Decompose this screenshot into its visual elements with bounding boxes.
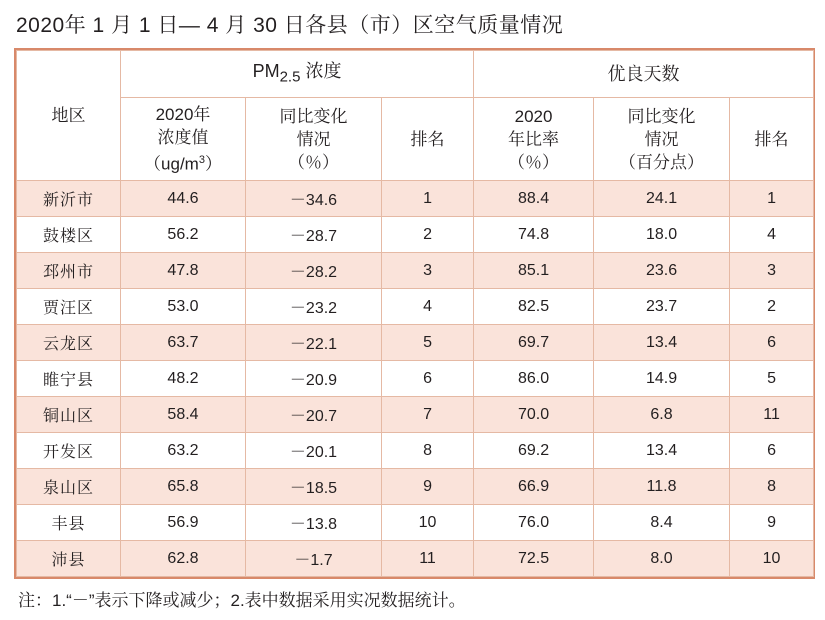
table-row xyxy=(17,325,814,361)
cell-region: 睢宁县 xyxy=(17,361,121,397)
cell-pm25-rank: 10 xyxy=(382,505,474,541)
table-header xyxy=(17,51,814,181)
cell-pm25-change: －20.9 xyxy=(246,361,382,397)
table-row xyxy=(17,289,814,325)
cell-pm25-change: －28.7 xyxy=(246,217,382,253)
table-row xyxy=(17,469,814,505)
cell-pm25-rank: 6 xyxy=(382,361,474,397)
cell-region: 贾汪区 xyxy=(17,289,121,325)
cell-goodday-rank: 5 xyxy=(730,361,814,397)
column-header-region: 地区 xyxy=(17,51,121,181)
subheader-line-2: 浓度值 xyxy=(157,127,209,147)
table-row xyxy=(17,361,814,397)
column-header-pm25-change xyxy=(246,98,382,181)
cell-pm25-rank: 8 xyxy=(382,433,474,469)
cell-pm25-change: －34.6 xyxy=(246,181,382,217)
table-row xyxy=(17,433,814,469)
cell-goodday-rank: 6 xyxy=(730,433,814,469)
subheader-line-3: （％） xyxy=(288,152,339,172)
cell-region: 邳州市 xyxy=(17,253,121,289)
column-header-goodday-rank: 排名 xyxy=(730,98,814,181)
cell-goodday-change: 13.4 xyxy=(594,433,730,469)
cell-goodday-rate: 69.2 xyxy=(474,433,594,469)
cell-goodday-change: 18.0 xyxy=(594,217,730,253)
cell-goodday-rate: 88.4 xyxy=(474,181,594,217)
table-body xyxy=(17,181,814,577)
cell-pm25-rank: 4 xyxy=(382,289,474,325)
cell-goodday-rank: 6 xyxy=(730,325,814,361)
cell-pm25-change: －18.5 xyxy=(246,469,382,505)
header-row-groups xyxy=(17,51,814,98)
subheader-line-1: 同比变化 xyxy=(627,106,696,126)
table-footnote: 注：1.“－”表示下降或减少；2.表中数据采用实况数据统计。 xyxy=(18,591,466,610)
cell-goodday-rate: 66.9 xyxy=(474,469,594,505)
cell-goodday-change: 6.8 xyxy=(594,397,730,433)
table-row xyxy=(17,397,814,433)
cell-goodday-change: 24.1 xyxy=(594,181,730,217)
cell-pm25-value: 63.7 xyxy=(121,325,246,361)
table-row xyxy=(17,505,814,541)
cell-pm25-change: －13.8 xyxy=(246,505,382,541)
cell-pm25-change: －20.1 xyxy=(246,433,382,469)
cell-goodday-rank: 4 xyxy=(730,217,814,253)
header-row-subs xyxy=(17,98,814,181)
cell-pm25-change: －22.1 xyxy=(246,325,382,361)
subheader-line-1: 同比变化 xyxy=(279,106,348,126)
column-header-pm25-group xyxy=(121,51,474,98)
cell-pm25-value: 44.6 xyxy=(121,181,246,217)
cell-pm25-rank: 9 xyxy=(382,469,474,505)
cell-pm25-value: 58.4 xyxy=(121,397,246,433)
cell-goodday-rate: 74.8 xyxy=(474,217,594,253)
cell-goodday-change: 11.8 xyxy=(594,469,730,505)
cell-goodday-rate: 85.1 xyxy=(474,253,594,289)
cell-pm25-rank: 5 xyxy=(382,325,474,361)
subheader-line-2: 情况 xyxy=(296,129,331,149)
cell-pm25-value: 48.2 xyxy=(121,361,246,397)
cell-goodday-rate: 70.0 xyxy=(474,397,594,433)
cell-goodday-change: 23.7 xyxy=(594,289,730,325)
cell-pm25-change: －1.7 xyxy=(246,541,382,577)
table-row xyxy=(17,217,814,253)
column-header-pm25-value xyxy=(121,98,246,181)
column-header-goodday-group: 优良天数 xyxy=(474,51,814,98)
subheader-line-1: 2020年 xyxy=(155,104,211,124)
cell-goodday-rate: 72.5 xyxy=(474,541,594,577)
cell-pm25-change: －20.7 xyxy=(246,397,382,433)
cell-region: 云龙区 xyxy=(17,325,121,361)
cell-goodday-rank: 8 xyxy=(730,469,814,505)
subheader-line-3: $(ug/m^3)$ xyxy=(144,153,222,174)
cell-pm25-value: 47.8 xyxy=(121,253,246,289)
pm25-label-sub: 2.5 xyxy=(279,68,301,86)
cell-region: 鼓楼区 xyxy=(17,217,121,253)
cell-pm25-rank: 7 xyxy=(382,397,474,433)
cell-goodday-rank: 10 xyxy=(730,541,814,577)
cell-goodday-rate: 76.0 xyxy=(474,505,594,541)
cell-pm25-value: 62.8 xyxy=(121,541,246,577)
cell-goodday-change: 23.6 xyxy=(594,253,730,289)
column-header-pm25-rank: 排名 xyxy=(382,98,474,181)
cell-goodday-change: 8.4 xyxy=(594,505,730,541)
pm25-label-main: PM xyxy=(252,60,280,81)
subheader-line-3: （百分点） xyxy=(619,152,705,172)
cell-region: 丰县 xyxy=(17,505,121,541)
table-row xyxy=(17,253,814,289)
air-quality-table xyxy=(16,50,814,577)
cell-goodday-change: 14.9 xyxy=(594,361,730,397)
table-row xyxy=(17,181,814,217)
cell-pm25-rank: 2 xyxy=(382,217,474,253)
subheader-line-1: 2020 xyxy=(514,106,553,126)
cell-goodday-rank: 9 xyxy=(730,505,814,541)
cell-goodday-rate: 82.5 xyxy=(474,289,594,325)
cell-pm25-value: 63.2 xyxy=(121,433,246,469)
subheader-line-2: 年比率 xyxy=(508,129,560,149)
cell-goodday-rank: 2 xyxy=(730,289,814,325)
cell-pm25-value: 65.8 xyxy=(121,469,246,505)
cell-region: 沛县 xyxy=(17,541,121,577)
cell-region: 铜山区 xyxy=(17,397,121,433)
cell-pm25-rank: 3 xyxy=(382,253,474,289)
cell-pm25-value: 53.0 xyxy=(121,289,246,325)
cell-pm25-change: －23.2 xyxy=(246,289,382,325)
cell-goodday-rank: 1 xyxy=(730,181,814,217)
cell-region: 泉山区 xyxy=(17,469,121,505)
cell-goodday-change: 8.0 xyxy=(594,541,730,577)
cell-pm25-change: －28.2 xyxy=(246,253,382,289)
cell-goodday-rank: 3 xyxy=(730,253,814,289)
subheader-line-3: （％） xyxy=(508,152,560,172)
table-row xyxy=(17,541,814,577)
cell-goodday-change: 13.4 xyxy=(594,325,730,361)
column-header-goodday-change xyxy=(594,98,730,181)
page-title: 2020年 1 月 1 日— 4 月 30 日各县（市）区空气质量情况 xyxy=(16,14,564,37)
cell-pm25-rank: 11 xyxy=(382,541,474,577)
cell-goodday-rank: 11 xyxy=(730,397,814,433)
cell-pm25-value: 56.9 xyxy=(121,505,246,541)
cell-region: 新沂市 xyxy=(17,181,121,217)
cell-pm25-value: 56.2 xyxy=(121,217,246,253)
cell-pm25-rank: 1 xyxy=(382,181,474,217)
column-header-goodday-rate xyxy=(474,98,594,181)
cell-region: 开发区 xyxy=(17,433,121,469)
cell-goodday-rate: 86.0 xyxy=(474,361,594,397)
cell-goodday-rate: 69.7 xyxy=(474,325,594,361)
pm25-label-tail: 浓度 xyxy=(300,60,342,81)
table-outer-border xyxy=(14,48,815,579)
subheader-line-2: 情况 xyxy=(644,129,679,149)
